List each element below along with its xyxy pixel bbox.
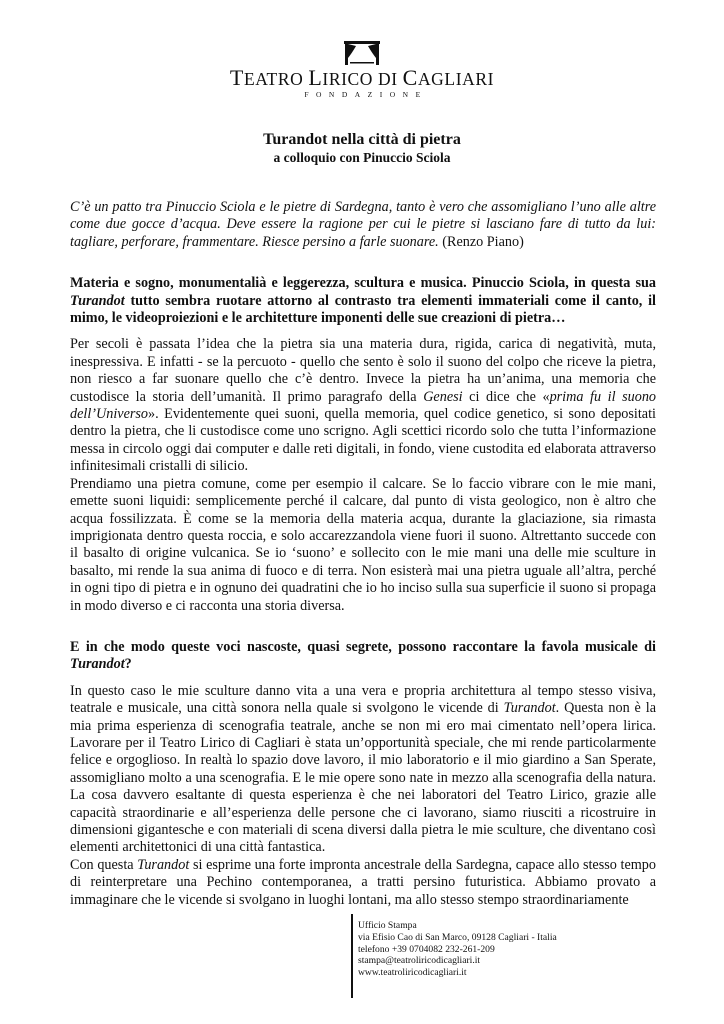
paragraph: In questo caso le mie sculture danno vita a una vera e propria architettura al tempo stesso visiva, teatrale e musicale, una città sonora nella quale si svolgono le vicende di Turandot. Questa non è la mia prima esperienza di scenografia teatrale, anche se non mi ero mai cimentato nell’opera lirica. Lavorare per il Teatro Lirico di Cagliari è stata un’opportunità speciale, che mi rende particolarmente felice e orgoglioso. In realtà lo spazio dove lavoro, il mio laboratorio e il mio giardino a San Sperate, assomigliano molto a una scenografia. E le mie opere sono nate in mezzo alla scenografia della natura. La cosa davvero esaltante di questa esperienza è che nei laboratori del Teatro Lirico, grazie alle capacità straordinarie e all’esperienza delle persone che ci lavorano, siamo riusciti a ricostruire in dimensioni gigantesche e con materiali di scena diversi dalla pietra le mie sculture, che diventano così elementi architettonici di una città fantastica. (70, 682, 656, 856)
header-logo (0, 40, 724, 99)
lead-paragraph: Materia e sogno, monumentalià e leggerezza, scultura e musica. Pinuccio Sciola, in questa sua Turandot tutto sembra ruotare attorno al contrasto tra elementi immateriali come il canto, il mimo, le videoproiezioni e le architetture imponenti delle sue creazioni di pietra… (70, 275, 656, 327)
footer-office: Ufficio Stampa (358, 920, 417, 931)
paragraph: Con questa Turandot si esprime una forte impronta ancestrale della Sardegna, capace allo stesso tempo di reinterpretare una Pechino contemporanea, a tratti persino futuristica. Abbiamo provato a immaginare che le vicende si svolgano in luoghi lontani, ma allo stesso stempo straordinariamente (70, 856, 656, 908)
paragraph: Per secoli è passata l’idea che la pietra sia una materia dura, rigida, carica di negatività, muta, inespressiva. E infatti - se la percuoto - quello che sento è solo il suono del colpo che riceve la pietra, non riesco a far suonare quello che c’è dentro. Invece la pietra ha un’anima, una memoria che custodisce la storia dell’umanità. Il primo paragrafo della Genesi ci dice che «prima fu il suono dell’Universo». Evidentemente quei suoni, quella memoria, quel codice genetico, si sono depositati dentro la pietra, che li custodisce come uno scrigno. Agli scettici ricordo solo che tutta l’informazione messa in circolo oggi dai computer e dalle reti digitali, in fondo, viene custodita ed elaborata attraverso infinitesimali cristalli di silicio. (70, 336, 657, 475)
paragraph: Prendiamo una pietra comune, come per esempio il calcare. Se lo faccio vibrare con le mie mani, emette suoni liquidi: semplicemente perché il calcare, dal punto di vista geologico, non è altro che acqua fossilizzata. È come se la memoria della materia acqua, durante la glaciazione, sia rimasta imprigionata dentro questa roccia, e solo accarezzandola viene fuori il suono. Altrettanto succede con il basalto di origine vulcanica. Se io ‘suono’ e sollecito con le mie mani una delle mie sculture in basalto, mi rende la sua anima di fuoco e di terra. Non esisterà mai una pietra uguale all’altra, perché in ogni tipo di pietra e in ognuno dei quadratini che io ho inciso sulla sua superficie il suono si propaga in modo diverso e ci racconta una storia diversa. (70, 475, 656, 614)
footer-website[interactable]: www.teatroliricodicagliari.it (358, 967, 467, 979)
footer-phone: telefono +39 0704082 232-261-209 (358, 943, 495, 955)
article-subtitle: a colloquio con Pinuccio Sciola (273, 150, 451, 165)
article-body (70, 199, 656, 909)
article-title: Turandot nella città di pietra (263, 131, 461, 148)
footer-address: via Efisio Cao di San Marco, 09128 Cagliari - Italia (358, 931, 557, 943)
epigraph-quote: C’è un patto tra Pinuccio Sciola e le pietre di Sardegna, tanto è vero che assomigliano l’uno alle altre come due gocce d’acqua. Deve essere la ragione per cui le pietre si lasciano fare di tutto da lui: tagliare, perforare, frammentare. Riesce persino a farle suonare. (Renzo Piano) (70, 199, 656, 250)
press-office-footer (358, 920, 557, 979)
org-subtitle: FONDAZIONE (304, 90, 428, 99)
footer-divider (351, 914, 353, 998)
footer-email[interactable]: stampa@teatroliricodicagliari.it (358, 955, 481, 967)
stage-curtain-icon (343, 40, 381, 66)
org-name: TEATRO LIRICO DI CAGLIARI (229, 65, 495, 90)
quote-author: (Renzo Piano) (442, 233, 524, 250)
interview-question: E in che modo queste voci nascoste, quasi segrete, possono raccontare la favola musicale di Turandot? (70, 638, 656, 673)
